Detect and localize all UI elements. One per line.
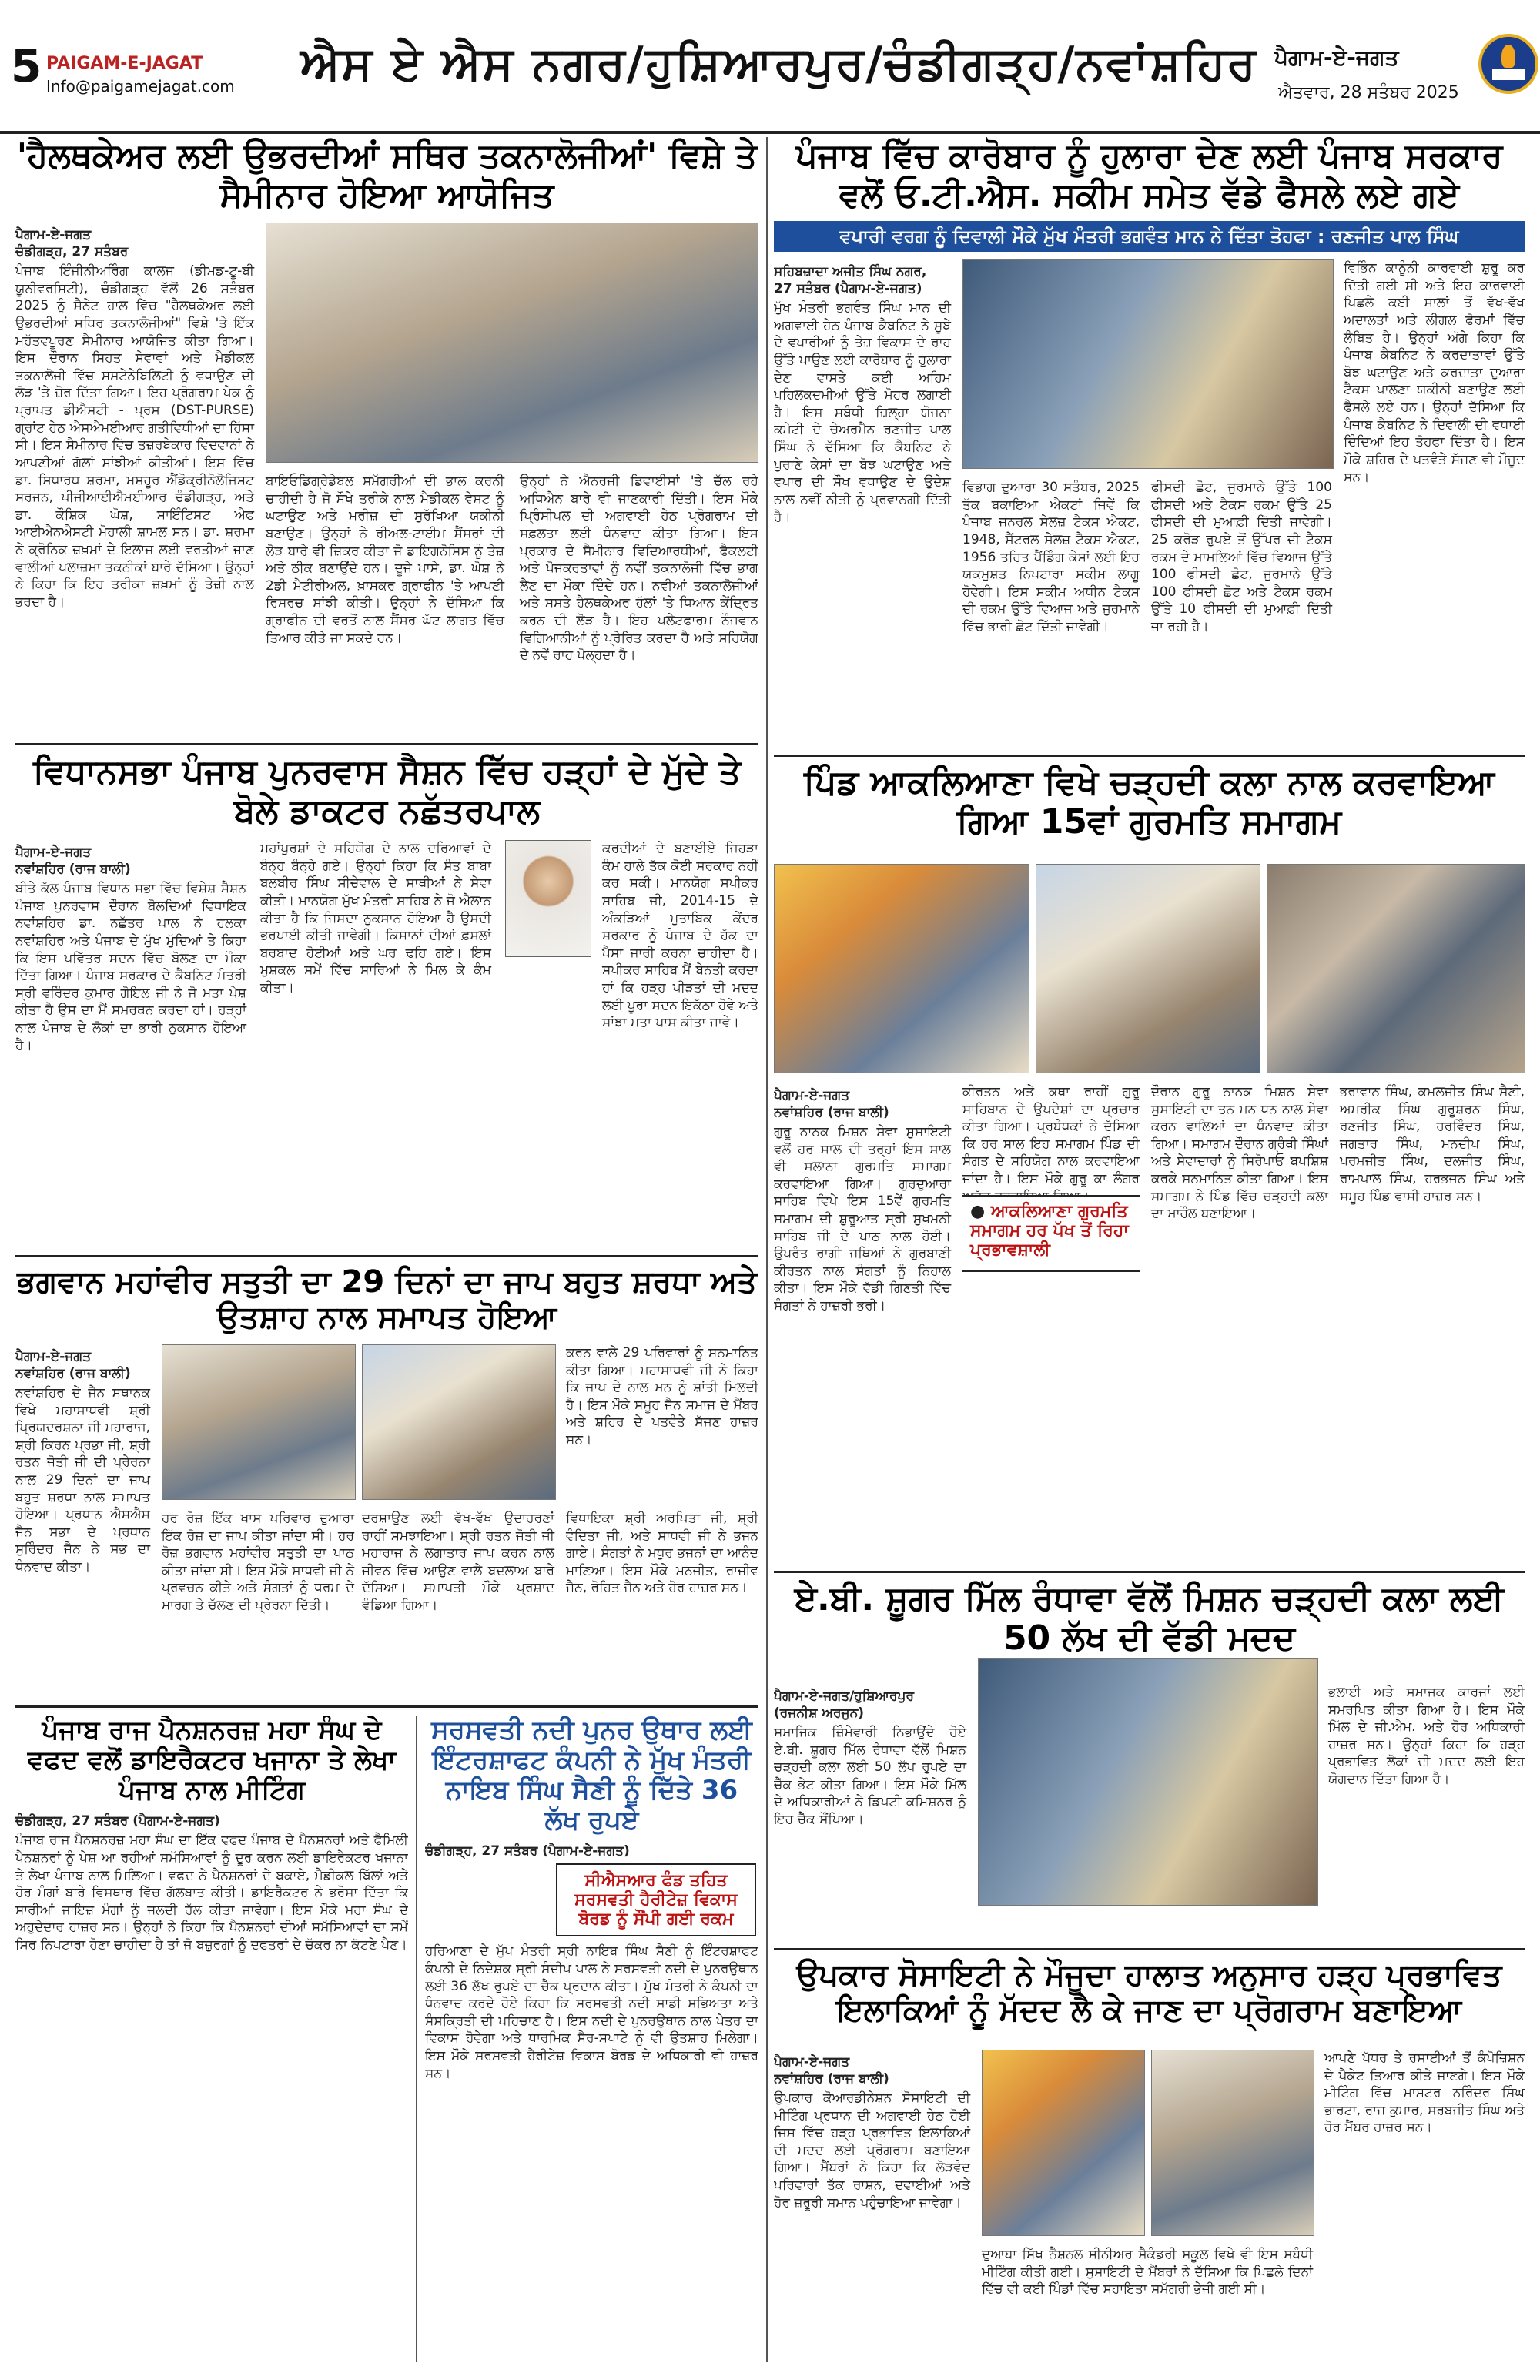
column-divider	[416, 1716, 417, 2362]
jaap-photo-right	[362, 1344, 556, 1500]
byline: ਪੈਗਾਮ-ਏ-ਜਗਤ	[15, 1349, 92, 1364]
article-column: ਹਰ ਰੋਜ਼ ਇੱਕ ਖਾਸ ਪਰਿਵਾਰ ਦੁਆਰਾ ਇੱਕ ਰੋਜ਼ ਦਾ ਜਾਪ ਕੀਤਾ ਜਾਂਦਾ ਸੀ। ਹਰ ਰੋਜ਼ ਭਗਵਾਨ ਮਹਾਂਵੀਰ ਸਤੁਤੀ ਦਾ ਪਾਠ ਕੀਤਾ ਜਾਂਦਾ ਸੀ। ਇਸ ਮੌਕੇ ਸਾਧਵੀ ਜੀ ਨੇ ਪ੍ਰਵਚਨ ਕੀਤੇ ਅਤੇ ਸੰਗਤਾਂ ਨੂੰ ਧਰਮ ਦੇ ਮਾਰਗ ਤੇ ਚੱਲਣ ਦੀ ਪ੍ਰੇਰਨਾ ਦਿੱਤੀ।	[162, 1511, 354, 1614]
article-flood	[15, 753, 758, 1250]
samagam-photo-right	[1267, 864, 1525, 1073]
article-body: ਪੰਜਾਬ ਰਾਜ ਪੈਨਸ਼ਨਰਜ਼ ਮਹਾ ਸੰਘ ਦਾ ਇੱਕ ਵਫਦ ਪੰਜਾਬ ਦੇ ਪੈਨਸ਼ਨਰਾਂ ਅਤੇ ਫੈਮਿਲੀ ਪੈਨਸ਼ਨਰਾਂ ਨੂੰ ਪੇਸ਼ ਆ ਰਹੀਆਂ ਸਮੱਸਿਆਵਾਂ ਨੂੰ ਦੂਰ ਕਰਨ ਲਈ ਡਾਇਰੈਕਟਰ ਖਜਾਨਾ ਤੇ ਲੇਖਾ ਪੰਜਾਬ ਨਾਲ ਮਿਲਿਆ। ਵਫਦ ਨੇ ਪੈਨਸ਼ਨਰਾਂ ਦੇ ਬਕਾਏ, ਮੈਡੀਕਲ ਬਿੱਲਾਂ ਅਤੇ ਹੋਰ ਮੰਗਾਂ ਬਾਰੇ ਵਿਸਥਾਰ ਵਿੱਚ ਗੱਲਬਾਤ ਕੀਤੀ। ਡਾਇਰੈਕਟਰ ਨੇ ਭਰੋਸਾ ਦਿੱਤਾ ਕਿ ਸਾਰੀਆਂ ਜਾਇਜ਼ ਮੰਗਾਂ ਨੂੰ ਜਲਦੀ ਹੱਲ ਕੀਤਾ ਜਾਵੇਗਾ। ਇਸ ਮੌਕੇ ਮਹਾ ਸੰਘ ਦੇ ਅਹੁਦੇਦਾਰ ਹਾਜ਼ਰ ਸਨ। ਉਨ੍ਹਾਂ ਨੇ ਕਿਹਾ ਕਿ ਪੈਨਸ਼ਨਰਾਂ ਦੀਆਂ ਸਮੱਸਿਆਵਾਂ ਦਾ ਸਮੇਂ ਸਿਰ ਨਿਪਟਾਰਾ ਹੋਣਾ ਚਾਹੀਦਾ ਹੈ ਤਾਂ ਜੋ ਬਜ਼ੁਰਗਾਂ ਨੂੰ ਦਫਤਰਾਂ ਦੇ ਚੱਕਰ ਨਾ ਕੱਟਣੇ ਪੈਣ।	[15, 1833, 408, 1953]
article-column: ਕਰਨ ਵਾਲੇ 29 ਪਰਿਵਾਰਾਂ ਨੂੰ ਸਨਮਾਨਿਤ ਕੀਤਾ ਗਿਆ। ਮਹਾਸਾਧਵੀ ਜੀ ਨੇ ਕਿਹਾ ਕਿ ਜਾਪ ਦੇ ਨਾਲ ਮਨ ਨੂੰ ਸ਼ਾਂਤੀ ਮਿਲਦੀ ਹੈ। ਇਸ ਮੌਕੇ ਸਮੂਹ ਜੈਨ ਸਮਾਜ ਦੇ ਮੈਂਬਰ ਅਤੇ ਸ਼ਹਿਰ ਦੇ ਪਤਵੰਤੇ ਸੱਜਣ ਹਾਜ਼ਰ ਸਨ।	[566, 1345, 758, 1448]
article-headline: ਭਗਵਾਨ ਮਹਾਂਵੀਰ ਸਤੁਤੀ ਦਾ 29 ਦਿਨਾਂ ਦਾ ਜਾਪ ਬਹੁਤ ਸ਼ਰਧਾ ਅਤੇ ਉਤਸ਼ਾਹ ਨਾਲ ਸਮਾਪਤ ਹੋਇਆ	[17, 1264, 757, 1335]
article-pensioners	[15, 1716, 408, 2370]
dateline: ਨਵਾਂਸ਼ਹਿਰ (ਰਾਜ ਬਾਲੀ)	[15, 862, 131, 878]
mla-portrait	[505, 840, 591, 957]
dateline: (ਰਜਨੀਸ਼ ਅਰਜੁਨ)	[774, 1705, 865, 1721]
article-subhead: ਵਪਾਰੀ ਵਰਗ ਨੂੰ ਦਿਵਾਲੀ ਮੌਕੇ ਮੁੱਖ ਮੰਤਰੀ ਭਗਵੰਤ ਮਾਨ ਨੇ ਦਿੱਤਾ ਤੋਹਫਾ : ਰਣਜੀਤ ਪਾਲ ਸਿੰਘ	[774, 221, 1525, 252]
dateline: ਨਵਾਂਸ਼ਹਿਰ (ਰਾਜ ਬਾਲੀ)	[774, 1105, 889, 1120]
article-column: ਨਵਾਂਸ਼ਹਿਰ ਦੇ ਜੈਨ ਸਥਾਨਕ ਵਿਖੇ ਮਹਾਸਾਧਵੀ ਸ਼੍ਰੀ ਪ੍ਰਿਯਦਰਸ਼ਨਾ ਜੀ ਮਹਾਰਾਜ, ਸ਼੍ਰੀ ਕਿਰਨ ਪ੍ਰਭਾ ਜੀ, ਸ਼੍ਰੀ ਰਤਨ ਜੋਤੀ ਜੀ ਦੀ ਪ੍ਰੇਰਨਾ ਨਾਲ 29 ਦਿਨਾਂ ਦਾ ਜਾਪ ਬਹੁਤ ਸ਼ਰਧਾ ਨਾਲ ਸਮਾਪਤ ਹੋਇਆ। ਪ੍ਰਧਾਨ ਐਸਐਸ ਜੈਨ ਸਭਾ ਦੇ ਪ੍ਰਧਾਨ ਸੁਰਿੰਦਰ ਜੈਨ ਨੇ ਸਭ ਦਾ ਧੰਨਵਾਦ ਕੀਤਾ।	[15, 1385, 150, 1575]
article-headline: ਸਰਸਵਤੀ ਨਦੀ ਪੁਨਰ ਉਥਾਰ ਲਈ ਇੰਟਰਸ਼ਾਫਟ ਕੰਪਨੀ ਨੇ ਮੁੱਖ ਮੰਤਰੀ ਨਾਇਬ ਸਿੰਘ ਸੈਣੀ ਨੂੰ ਦਿੱਤੇ 36 ਲੱਖ ਰੁਪਏ	[431, 1716, 752, 1836]
article-column: ਦੁਆਬਾ ਸਿੱਖ ਨੈਸ਼ਨਲ ਸੀਨੀਅਰ ਸੈਕੰਡਰੀ ਸਕੂਲ ਵਿਖੇ ਵੀ ਇਸ ਸਬੰਧੀ ਮੀਟਿੰਗ ਕੀਤੀ ਗਈ। ਸੁਸਾਇਟੀ ਦੇ ਮੈਂਬਰਾਂ ਨੇ ਦੱਸਿਆ ਕਿ ਪਿਛਲੇ ਦਿਨਾਂ ਵਿੱਚ ਵੀ ਕਈ ਪਿੰਡਾਂ ਵਿੱਚ ਸਹਾਇਤਾ ਸਮੱਗਰੀ ਭੇਜੀ ਗਈ ਸੀ।	[982, 2247, 1313, 2298]
article-headline: ਵਿਧਾਨਸਭਾ ਪੰਜਾਬ ਪੁਨਰਵਾਸ ਸੈਸ਼ਨ ਵਿੱਚ ਹੜ੍ਹਾਂ ਦੇ ਮੁੱਦੇ ਤੇ ਬੋਲੇ ਡਾਕਟਰ ਨਛੱਤਰਪਾਲ	[33, 753, 741, 831]
article-headline: ਏ.ਬੀ. ਸ਼ੂਗਰ ਮਿੱਲ ਰੰਧਾਵਾ ਵੱਲੋਂ ਮਿਸ਼ਨ ਚੜ੍ਹਦੀ ਕਲਾ ਲਈ 50 ਲੱਖ ਦੀ ਵੱਡੀ ਮਦਦ	[794, 1580, 1505, 1658]
article-healthcare	[15, 137, 758, 738]
page-number: 5	[11, 40, 42, 92]
dateline: ਚੰਡੀਗੜ੍ਹ, 27 ਸਤੰਬਰ	[15, 244, 129, 260]
article-column: ਪੰਜਾਬ ਇੰਜੀਨੀਅਰਿੰਗ ਕਾਲਜ (ਡੀਮਡ-ਟੂ-ਬੀ ਯੂਨੀਵਰਸਿਟੀ), ਚੰਡੀਗੜ੍ਹ ਵੱਲੋਂ 26 ਸਤੰਬਰ 2025 ਨੂੰ ਸੈਨੇਟ ਹਾਲ ਵਿੱਚ "ਹੈਲਥਕੇਅਰ ਲਈ ਉਭਰਦੀਆਂ ਸਥਿਰ ਤਕਨਾਲੋਜੀਆਂ" ਵਿਸ਼ੇ 'ਤੇ ਇੱਕ ਮਹੱਤਵਪੂਰਣ ਸੈਮੀਨਾਰ ਆਯੋਜਿਤ ਕੀਤਾ ਗਿਆ। ਇਸ ਦੌਰਾਨ ਸਿਹਤ ਸੇਵਾਵਾਂ ਅਤੇ ਮੈਡੀਕਲ ਤਕਨਾਲੋਜੀ ਵਿੱਚ ਸਸਟੇਨੇਬਿਲਿਟੀ ਨੂੰ ਵਧਾਉਣ ਦੀ ਲੋੜ 'ਤੇ ਜ਼ੋਰ ਦਿੱਤਾ ਗਿਆ। ਇਹ ਪ੍ਰੋਗਰਾਮ ਪੇਕ ਨੂੰ ਪ੍ਰਾਪਤ ਡੀਐਸਟੀ - ਪ੍ਰਸ (DST-PURSE) ਗ੍ਰਾਂਟ ਹੇਠ ਐਸਐਮਈਆਰ ਗਤੀਵਿਧੀਆਂ ਦਾ ਹਿੱਸਾ ਸੀ। ਇਸ ਸੈਮੀਨਾਰ ਵਿੱਚ ਤਜ਼ਰਬੇਕਾਰ ਵਿਦਵਾਨਾਂ ਨੇ ਆਪਣੀਆਂ ਗੱਲਾਂ ਸਾਂਝੀਆਂ ਕੀਤੀਆਂ। ਇਸ ਵਿੱਚ ਡਾ. ਸਿਧਾਰਥ ਸ਼ਰਮਾ, ਮਸ਼ਹੂਰ ਐਂਡੋਕ੍ਰੀਨੋਲੋਜਿਸਟ ਸਰਜਨ, ਪੀਜੀਆਈਐਮਈਆਰ ਚੰਡੀਗੜ੍ਹ, ਅਤੇ ਡਾ. ਕੌਸ਼ਿਕ ਘੋਸ਼, ਸਾਇੰਟਿਸਟ ਐਫ ਆਈਐਨਐਸਟੀ ਮੋਹਾਲੀ ਸ਼ਾਮਲ ਸਨ। ਡਾ. ਸ਼ਰਮਾ ਨੇ ਕ੍ਰੋਨਿਕ ਜ਼ਖ਼ਮਾਂ ਦੇ ਇਲਾਜ ਲਈ ਵਰਤੀਆਂ ਜਾਣ ਵਾਲੀਆਂ ਪਲਾਜ਼ਮਾ ਤਕਨੀਕਾਂ ਬਾਰੇ ਦੱਸਿਆ। ਉਨ੍ਹਾਂ ਨੇ ਕਿਹਾ ਕਿ ਇਹ ਤਰੀਕਾ ਜ਼ਖ਼ਮਾਂ ਨੂੰ ਤੇਜ਼ੀ ਨਾਲ ਭਰਦਾ ਹੈ।	[15, 263, 254, 610]
cheque-handover-photo	[978, 1658, 1318, 1906]
article-column: ਦਰਸ਼ਾਉਣ ਲਈ ਵੱਖ-ਵੱਖ ਉਦਾਹਰਣਾਂ ਰਾਹੀਂ ਸਮਝਾਇਆ। ਸ਼੍ਰੀ ਰਤਨ ਜੋਤੀ ਜੀ ਮਹਾਰਾਜ ਨੇ ਲਗਾਤਾਰ ਜਾਪ ਕਰਨ ਨਾਲ ਜੀਵਨ ਵਿੱਚ ਆਉਣ ਵਾਲੇ ਬਦਲਾਅ ਬਾਰੇ ਦੱਸਿਆ। ਸਮਾਪਤੀ ਮੌਕੇ ਪ੍ਰਸ਼ਾਦ ਵੰਡਿਆ ਗਿਆ।	[362, 1511, 554, 1614]
article-headline: 'ਹੈਲਥਕੇਅਰ ਲਈ ਉਭਰਦੀਆਂ ਸਥਿਰ ਤਕਨਾਲੋਜੀਆਂ' ਵਿਸ਼ੇ ਤੇ ਸੈਮੀਨਾਰ ਹੋਇਆ ਆਯੋਜਿਤ	[16, 137, 758, 215]
dateline: ਨਵਾਂਸ਼ਹਿਰ (ਰਾਜ ਬਾਲੀ)	[15, 1366, 131, 1381]
seminar-photo	[266, 223, 758, 463]
article-headline: ਉਪਕਾਰ ਸੋਸਾਇਟੀ ਨੇ ਮੌਜੂਦਾ ਹਾਲਾਤ ਅਨੁਸਾਰ ਹੜ੍ਹ ਪ੍ਰਭਾਵਿਤ ਇਲਾਕਿਆਂ ਨੂੰ ਮੱਦਦ ਲੈ ਕੇ ਜਾਣ ਦਾ ਪ੍ਰੋਗਰਾਮ ਬਣਾਇਆ	[796, 1957, 1502, 2028]
article-column: ਸਮਾਜਿਕ ਜ਼ਿੰਮੇਵਾਰੀ ਨਿਭਾਉਂਦੇ ਹੋਏ ਏ.ਬੀ. ਸ਼ੂਗਰ ਮਿੱਲ ਰੰਧਾਵਾ ਵੱਲੋਂ ਮਿਸ਼ਨ ਚੜ੍ਹਦੀ ਕਲਾ ਲਈ 50 ਲੱਖ ਰੁਪਏ ਦਾ ਚੈੱਕ ਭੇਟ ਕੀਤਾ ਗਿਆ। ਇਸ ਮੌਕੇ ਮਿੱਲ ਦੇ ਅਧਿਕਾਰੀਆਂ ਨੇ ਡਿਪਟੀ ਕਮਿਸ਼ਨਰ ਨੂੰ ਇਹ ਚੈੱਕ ਸੌਂਪਿਆ।	[774, 1725, 966, 1828]
section-divider	[774, 755, 1525, 757]
article-headline: ਪਿੰਡ ਆਕਲਿਆਣਾ ਵਿਖੇ ਚੜ੍ਹਦੀ ਕਲਾ ਨਾਲ ਕਰਵਾਇਆ ਗਿਆ 15ਵਾਂ ਗੁਰਮਤਿ ਸਮਾਗਮ	[803, 764, 1495, 842]
article-gurmat	[774, 764, 1525, 1565]
dateline: 27 ਸਤੰਬਰ (ਪੈਗਾਮ-ਏ-ਜਗਤ)	[774, 281, 922, 297]
column-divider	[766, 137, 768, 2362]
brand-name: PAIGAM-E-JAGAT	[46, 54, 203, 73]
section-divider	[15, 1705, 758, 1708]
article-headline: ਪੰਜਾਬ ਵਿੱਚ ਕਾਰੋਬਾਰ ਨੂੰ ਹੁਲਾਰਾ ਦੇਣ ਲਈ ਪੰਜਾਬ ਸਰਕਾਰ ਵਲੋਂ ਓ.ਟੀ.ਐਸ. ਸਕੀਮ ਸਮੇਤ ਵੱਡੇ ਫੈਸਲੇ ਲਏ ਗਏ	[795, 137, 1503, 215]
section-title: ਐਸ ਏ ਐਸ ਨਗਰ/ਹੁਸ਼ਿਆਰਪੁਰ/ਚੰਡੀਗੜ੍ਹ/ਨਵਾਂਸ਼ਹਿਰ	[300, 37, 1257, 91]
byline: ਪੈਗਾਮ-ਏ-ਜਗਤ/ਹੁਸ਼ਿਆਰਪੁਰ	[774, 1689, 915, 1704]
issue-date: ਐਤਵਾਰ, 28 ਸਤੰਬਰ 2025	[1278, 83, 1459, 102]
article-body: ਹਰਿਆਣਾ ਦੇ ਮੁੱਖ ਮੰਤਰੀ ਸ੍ਰੀ ਨਾਇਬ ਸਿੰਘ ਸੈਣੀ ਨੂੰ ਇੰਟਰਸ਼ਾਫਟ ਕੰਪਨੀ ਦੇ ਨਿਦੇਸ਼ਕ ਸ੍ਰੀ ਸੰਦੀਪ ਪਾਲ ਨੇ ਸਰਸਵਤੀ ਨਦੀ ਦੇ ਪੁਨਰਉਥਾਨ ਲਈ 36 ਲੱਖ ਰੁਪਏ ਦਾ ਚੈੱਕ ਪ੍ਰਦਾਨ ਕੀਤਾ। ਮੁੱਖ ਮੰਤਰੀ ਨੇ ਕੰਪਨੀ ਦਾ ਧੰਨਵਾਦ ਕਰਦੇ ਹੋਏ ਕਿਹਾ ਕਿ ਸਰਸਵਤੀ ਨਦੀ ਸਾਡੀ ਸਭਿਅਤਾ ਅਤੇ ਸੰਸਕ੍ਰਿਤੀ ਦੀ ਪਹਿਚਾਣ ਹੈ। ਇਸ ਨਦੀ ਦੇ ਪੁਨਰਉਥਾਨ ਨਾਲ ਖੇਤਰ ਦਾ ਵਿਕਾਸ ਹੋਵੇਗਾ ਅਤੇ ਧਾਰਮਿਕ ਸੈਰ-ਸਪਾਟੇ ਨੂੰ ਵੀ ਉਤਸ਼ਾਹ ਮਿਲੇਗਾ। ਇਸ ਮੌਕੇ ਸਰਸਵਤੀ ਹੈਰੀਟੇਜ਼ ਵਿਕਾਸ ਬੋਰਡ ਦੇ ਅਧਿਕਾਰੀ ਵੀ ਹਾਜ਼ਰ ਸਨ।	[425, 1943, 758, 2081]
section-divider	[15, 743, 758, 745]
article-column: ਦੌਰਾਨ ਗੁਰੂ ਨਾਨਕ ਮਿਸ਼ਨ ਸੇਵਾ ਸੁਸਾਇਟੀ ਦਾ ਤਨ ਮਨ ਧਨ ਨਾਲ ਸੇਵਾ ਕਰਨ ਵਾਲਿਆਂ ਦਾ ਧੰਨਵਾਦ ਕੀਤਾ ਗਿਆ। ਸਮਾਗਮ ਦੌਰਾਨ ਗ੍ਰੰਥੀ ਸਿੰਘਾਂ ਅਤੇ ਸੇਵਾਦਾਰਾਂ ਨੂੰ ਸਿਰੋਪਾਓ ਬਖਸ਼ਿਸ਼ ਕਰਕੇ ਸਨਮਾਨਿਤ ਕੀਤਾ ਗਿਆ। ਇਸ ਸਮਾਗਮ ਨੇ ਪਿੰਡ ਵਿੱਚ ਚੜ੍ਹਦੀ ਕਲਾ ਦਾ ਮਾਹੌਲ ਬਣਾਇਆ।	[1151, 1084, 1328, 1222]
logo-name: ਪੈਗਾਮ-ਏ-ਜਗਤ	[1274, 45, 1399, 70]
article-column: ਮਹਾਂਪੁਰਸ਼ਾਂ ਦੇ ਸਹਿਯੋਗ ਦੇ ਨਾਲ ਦਰਿਆਵਾਂ ਦੇ ਬੰਨ੍ਹ ਬੰਨ੍ਹੇ ਗਏ। ਉਨ੍ਹਾਂ ਕਿਹਾ ਕਿ ਸੰਤ ਬਾਬਾ ਬਲਬੀਰ ਸਿੰਘ ਸੀਚੇਵਾਲ ਦੇ ਸਾਥੀਆਂ ਨੇ ਸੇਵਾ ਕੀਤੀ। ਮਾਨਯੋਗ ਮੁੱਖ ਮੰਤਰੀ ਸਾਹਿਬ ਨੇ ਜੋ ਐਲਾਨ ਕੀਤਾ ਹੈ ਕਿ ਜਿਸਦਾ ਨੁਕਸਾਨ ਹੋਇਆ ਹੈ ਉਸਦੀ ਭਰਪਾਈ ਕੀਤੀ ਜਾਵੇਗੀ। ਕਿਸਾਨਾਂ ਦੀਆਂ ਫ਼ਸਲਾਂ ਬਰਬਾਦ ਹੋਈਆਂ ਅਤੇ ਘਰ ਢਹਿ ਗਏ। ਇਸ ਮੁਸ਼ਕਲ ਸਮੇਂ ਵਿੱਚ ਸਾਰਿਆਂ ਨੇ ਮਿਲ ਕੇ ਕੰਮ ਕੀਤਾ।	[260, 841, 491, 996]
byline: ਪੈਗਾਮ-ਏ-ਜਗਤ	[774, 2054, 850, 2070]
section-divider	[774, 1948, 1525, 1950]
highlight-box: ● ਆਕਲਿਆਣਾ ਗੁਰਮਤਿ ਸਮਾਗਮ ਹਰ ਪੱਖ ਤੋਂ ਰਿਹਾ ਪ੍ਰਭਾਵਸ਼ਾਲੀ	[962, 1195, 1140, 1272]
section-divider	[15, 1255, 758, 1257]
cabinet-meeting-photo	[962, 259, 1334, 469]
article-business	[774, 137, 1525, 749]
article-upkar	[774, 1957, 1525, 2373]
dateline: ਨਵਾਂਸ਼ਹਿਰ (ਰਾਜ ਬਾਲੀ)	[774, 2071, 889, 2087]
society-photo-left	[982, 2050, 1145, 2236]
article-column: ਕੀਰਤਨ ਅਤੇ ਕਥਾ ਰਾਹੀਂ ਗੁਰੂ ਸਾਹਿਬਾਨ ਦੇ ਉਪਦੇਸ਼ਾਂ ਦਾ ਪ੍ਰਚਾਰ ਕੀਤਾ ਗਿਆ। ਪ੍ਰਬੰਧਕਾਂ ਨੇ ਦੱਸਿਆ ਕਿ ਹਰ ਸਾਲ ਇਹ ਸਮਾਗਮ ਪਿੰਡ ਦੀ ਸੰਗਤ ਦੇ ਸਹਿਯੋਗ ਨਾਲ ਕਰਵਾਇਆ ਜਾਂਦਾ ਹੈ। ਇਸ ਮੌਕੇ ਗੁਰੂ ਕਾ ਲੰਗਰ	[962, 1084, 1140, 1187]
masthead	[0, 0, 1540, 134]
article-column: ਭਰਾਵਾਨ ਸਿੰਘ, ਕਮਲਜੀਤ ਸਿੰਘ ਸੈਣੀ, ਅਮਰੀਕ ਸਿੰਘ ਗੁਰੂਸ਼ਰਨ ਸਿੰਘ, ਰਣਜੀਤ ਸਿੰਘ, ਹਰਵਿੰਦਰ ਸਿੰਘ, ਜਗਤਾਰ ਸਿੰਘ, ਮਨਦੀਪ ਸਿੰਘ, ਪਰਮਜੀਤ ਸਿੰਘ, ਦਲਜੀਤ ਸਿੰਘ, ਰਾਮਪਾਲ ਸਿੰਘ, ਹਰਭਜਨ ਸਿੰਘ ਅਤੇ ਸਮੂਹ ਪਿੰਡ ਵਾਸੀ ਹਾਜ਼ਰ ਸਨ।	[1340, 1084, 1525, 1204]
article-headline: ਪੰਜਾਬ ਰਾਜ ਪੈਨਸ਼ਨਰਜ਼ ਮਹਾ ਸੰਘ ਦੇ ਵਫਦ ਵਲੋਂ ਡਾਇਰੈਕਟਰ ਖਜਾਨਾ ਤੇ ਲੇਖਾ ਪੰਜਾਬ ਨਾਲ ਮੀਟਿੰਗ	[27, 1716, 397, 1806]
article-column: ਉਨ੍ਹਾਂ ਨੇ ਐਨਰਜੀ ਡਿਵਾਈਸਾਂ 'ਤੇ ਚੱਲ ਰਹੇ ਅਧਿਐਨ ਬਾਰੇ ਵੀ ਜਾਣਕਾਰੀ ਦਿੱਤੀ। ਇਸ ਮੌਕੇ ਪ੍ਰਿੰਸੀਪਲ ਦੀ ਅਗਵਾਈ ਹੇਠ ਪ੍ਰੋਗਰਾਮ ਦੀ ਸਫ਼ਲਤਾ ਲਈ ਧੰਨਵਾਦ ਕੀਤਾ ਗਿਆ। ਇਸ ਪ੍ਰਕਾਰ ਦੇ ਸੈਮੀਨਾਰ ਵਿਦਿਆਰਥੀਆਂ, ਫੈਕਲਟੀ ਅਤੇ ਖੋਜਕਰਤਾਵਾਂ ਨੂੰ ਨਵੀਂ ਤਕਨਾਲੋਜੀ ਵਿੱਚ ਭਾਗ ਲੈਣ ਦਾ ਮੌਕਾ ਦਿੰਦੇ ਹਨ। ਨਵੀਆਂ ਤਕਨਾਲੋਜੀਆਂ ਅਤੇ ਸਸਤੇ ਹੈਲਥਕੇਅਰ ਹੱਲਾਂ 'ਤੇ ਧਿਆਨ ਕੇਂਦ੍ਰਿਤ ਕਰਨ ਦੀ ਲੋੜ ਹੈ। ਇਹ ਪਲੇਟਫਾਰਮ ਨੌਜਵਾਨ ਵਿਗਿਆਨੀਆਂ ਨੂੰ ਪ੍ਰੇਰਿਤ ਕਰਦਾ ਹੈ ਅਤੇ ਸਹਿਯੋਗ ਦੇ ਨਵੇਂ ਰਾਹ ਖੋਲ੍ਹਦਾ ਹੈ।	[520, 474, 758, 664]
article-column: ਬਾਇਓਡਿਗ੍ਰੇਡੇਬਲ ਸਮੱਗਰੀਆਂ ਦੀ ਭਾਲ ਕਰਨੀ ਚਾਹੀਦੀ ਹੈ ਜੋ ਸੌਖੇ ਤਰੀਕੇ ਨਾਲ ਮੈਡੀਕਲ ਵੇਸਟ ਨੂੰ ਘਟਾਉਣ ਅਤੇ ਮਰੀਜ਼ ਦੀ ਸੁਰੱਖਿਆ ਯਕੀਨੀ ਬਣਾਉਣ। ਉਨ੍ਹਾਂ ਨੇ ਰੀਅਲ-ਟਾਈਮ ਸੈਂਸਰਾਂ ਦੀ ਲੋੜ ਬਾਰੇ ਵੀ ਜ਼ਿਕਰ ਕੀਤਾ ਜੋ ਡਾਇਗਨੋਸਿਸ ਨੂੰ ਤੇਜ਼ ਅਤੇ ਠੀਕ ਬਣਾਉਂਦੇ ਹਨ। ਦੂਜੇ ਪਾਸੇ, ਡਾ. ਘੋਸ਼ ਨੇ 2ਡੀ ਮੈਟੀਰੀਅਲ, ਖ਼ਾਸਕਰ ਗ੍ਰਾਫੀਨ 'ਤੇ ਆਪਣੀ ਰਿਸਰਚ ਸਾਂਝੀ ਕੀਤੀ। ਉਨ੍ਹਾਂ ਨੇ ਦੱਸਿਆ ਕਿ ਗ੍ਰਾਫੀਨ ਦੀ ਵਰਤੋਂ ਨਾਲ ਸੈਂਸਰ ਘੱਟ ਲਾਗਤ ਵਿੱਚ ਤਿਆਰ ਕੀਤੇ ਜਾ ਸਕਦੇ ਹਨ।	[266, 474, 504, 646]
article-column: ਕਰਦੀਆਂ ਦੇ ਬਣਾਈਏ ਜਿਹੜਾ ਕੰਮ ਹਾਲੇ ਤੱਕ ਕੋਈ ਸਰਕਾਰ ਨਹੀਂ ਕਰ ਸਕੀ। ਮਾਨਯੋਗ ਸਪੀਕਰ ਸਾਹਿਬ ਜੀ, 2014-15 ਦੇ ਅੰਕੜਿਆਂ ਮੁਤਾਬਿਕ ਕੇਂਦਰ ਸਰਕਾਰ ਨੂੰ ਪੰਜਾਬ ਦੇ ਹੱਕ ਦਾ ਪੈਸਾ ਜਾਰੀ ਕਰਨਾ ਚਾਹੀਦਾ ਹੈ। ਸਪੀਕਰ ਸਾਹਿਬ ਮੈਂ ਬੇਨਤੀ ਕਰਦਾ ਹਾਂ ਕਿ ਹੜ੍ਹ ਪੀੜਤਾਂ ਦੀ ਮਦਦ ਲਈ ਪੂਰਾ ਸਦਨ ਇਕੱਠਾ ਹੋਵੇ ਅਤੇ ਸਾਂਝਾ ਮਤਾ ਪਾਸ ਕੀਤਾ ਜਾਵੇ।	[602, 841, 758, 1031]
article-sugar-mill	[774, 1580, 1525, 1942]
torch-logo-icon	[1478, 34, 1538, 94]
article-mahavir	[15, 1264, 758, 1699]
samagam-photo-left	[774, 864, 1029, 1073]
jaap-photo-left	[162, 1344, 356, 1500]
article-column: ਫੀਸਦੀ ਛੋਟ, ਜੁਰਮਾਨੇ ਉੱਤੇ 100 ਫੀਸਦੀ ਅਤੇ ਟੈਕਸ ਰਕਮ ਉੱਤੇ 25 ਫੀਸਦੀ ਦੀ ਮੁਆਫ਼ੀ ਦਿੱਤੀ ਜਾਵੇਗੀ। 25 ਕਰੋੜ ਰੁਪਏ ਤੋਂ ਉੱਪਰ ਦੀ ਟੈਕਸ ਰਕਮ ਦੇ ਮਾਮਲਿਆਂ ਵਿੱਚ ਵਿਆਜ ਉੱਤੇ 100 ਫੀਸਦੀ ਛੋਟ, ਜੁਰਮਾਨੇ ਉੱਤੇ 100 ਫੀਸਦੀ ਛੋਟ ਅਤੇ ਟੈਕਸ ਰਕਮ ਉੱਤੇ 10 ਫੀਸਦੀ ਦੀ ਮੁਆਫ਼ੀ ਦਿੱਤੀ ਜਾ ਰਹੀ ਹੈ।	[1151, 480, 1332, 635]
article-column: ਵਿਭਿੰਨ ਕਾਨੂੰਨੀ ਕਾਰਵਾਈ ਸ਼ੁਰੂ ਕਰ ਦਿੱਤੀ ਗਈ ਸੀ ਅਤੇ ਇਹ ਕਾਰਵਾਈ ਪਿਛਲੇ ਕਈ ਸਾਲਾਂ ਤੋਂ ਵੱਖ-ਵੱਖ ਅਦਾਲਤਾਂ ਅਤੇ ਲੀਗਲ ਫੋਰਮਾਂ ਵਿੱਚ ਲੰਬਿਤ ਹੈ। ਉਨ੍ਹਾਂ ਅੱਗੇ ਕਿਹਾ ਕਿ ਪੰਜਾਬ ਕੈਬਨਿਟ ਨੇ ਕਰਦਾਤਾਵਾਂ ਉੱਤੇ ਬੋਝ ਘਟਾਉਣ ਅਤੇ ਕਰਦਾਤਾ ਦੁਆਰਾ ਟੈਕਸ ਪਾਲਣਾ ਯਕੀਨੀ ਬਣਾਉਣ ਲਈ ਫੈਸਲੇ ਲਏ ਹਨ। ਉਨ੍ਹਾਂ ਦੱਸਿਆ ਕਿ ਪੰਜਾਬ ਕੈਬਨਿਟ ਨੇ ਦਿਵਾਲੀ ਦੀ ਵਧਾਈ ਦਿੰਦਿਆਂ ਇਹ ਤੋਹਫਾ ਦਿੱਤਾ ਹੈ। ਇਸ ਮੌਕੇ ਸ਼ਹਿਰ ਦੇ ਪਤਵੰਤੇ ਸੱਜਣ ਵੀ ਮੌਜੂਦ ਸਨ।	[1344, 260, 1525, 485]
byline: ਪੈਗਾਮ-ਏ-ਜਗਤ	[15, 845, 92, 861]
article-column: ਵਿਧਾਇਕਾ ਸ਼੍ਰੀ ਅਰਪਿਤਾ ਜੀ, ਸ਼੍ਰੀ ਵੰਦਿਤਾ ਜੀ, ਅਤੇ ਸਾਧਵੀ ਜੀ ਨੇ ਭਜਨ ਗਾਏ। ਸੰਗਤਾਂ ਨੇ ਮਧੁਰ ਭਜਨਾਂ ਦਾ ਆਨੰਦ ਮਾਣਿਆ। ਇਸ ਮੌਕੇ ਮਨਜੀਤ, ਰਾਜੀਵ ਜੈਨ, ਰੋਹਿਤ ਜੈਨ ਅਤੇ ਹੋਰ ਹਾਜ਼ਰ ਸਨ।	[566, 1511, 758, 1596]
article-column: ਭਲਾਈ ਅਤੇ ਸਮਾਜਕ ਕਾਰਜਾਂ ਲਈ ਸਮਰਪਿਤ ਕੀਤਾ ਗਿਆ ਹੈ। ਇਸ ਮੌਕੇ ਮਿੱਲ ਦੇ ਜੀ.ਐਮ. ਅਤੇ ਹੋਰ ਅਧਿਕਾਰੀ ਹਾਜ਼ਰ ਸਨ। ਉਨ੍ਹਾਂ ਕਿਹਾ ਕਿ ਹੜ੍ਹ ਪ੍ਰਭਾਵਿਤ ਲੋਕਾਂ ਦੀ ਮਦਦ ਲਈ ਇਹ ਯੋਗਦਾਨ ਦਿੱਤਾ ਗਿਆ ਹੈ।	[1328, 1685, 1525, 1788]
byline: ਪੈਗਾਮ-ਏ-ਜਗਤ	[15, 227, 92, 243]
byline: ਸਹਿਬਜ਼ਾਦਾ ਅਜੀਤ ਸਿੰਘ ਨਗਰ,	[774, 264, 927, 280]
article-column: ਗੁਰੂ ਨਾਨਕ ਮਿਸ਼ਨ ਸੇਵਾ ਸੁਸਾਇਟੀ ਵਲੋਂ ਹਰ ਸਾਲ ਦੀ ਤਰ੍ਹਾਂ ਇਸ ਸਾਲ ਵੀ ਸਲਾਨਾ ਗੁਰਮਤਿ ਸਮਾਗਮ ਕਰਵਾਇਆ ਗਿਆ। ਗੁਰਦੁਆਰਾ ਸਾਹਿਬ ਵਿਖੇ ਇਸ 15ਵੇਂ ਗੁਰਮਤਿ ਸਮਾਗਮ ਦੀ ਸ਼ੁਰੂਆਤ ਸ੍ਰੀ ਸੁਖਮਨੀ ਸਾਹਿਬ ਜੀ ਦੇ ਪਾਠ ਨਾਲ ਹੋਈ। ਉਪਰੰਤ ਰਾਗੀ ਜਥਿਆਂ ਨੇ ਗੁਰਬਾਣੀ ਕੀਰਤਨ ਨਾਲ ਸੰਗਤਾਂ ਨੂੰ ਨਿਹਾਲ ਕੀਤਾ। ਇਸ ਮੌਕੇ ਵੱਡੀ ਗਿਣਤੀ ਵਿੱਚ ਸੰਗਤਾਂ ਨੇ ਹਾਜ਼ਰੀ ਭਰੀ।	[774, 1124, 951, 1314]
dateline: ਚੰਡੀਗੜ੍ਹ, 27 ਸਤੰਬਰ (ਪੈਗਾਮ-ਏ-ਜਗਤ)	[425, 1843, 630, 1859]
email-link[interactable]: Info@paigamejagat.com	[46, 77, 235, 95]
article-column: ਮੁੱਖ ਮੰਤਰੀ ਭਗਵੰਤ ਸਿੰਘ ਮਾਨ ਦੀ ਅਗਵਾਈ ਹੇਠ ਪੰਜਾਬ ਕੈਬਨਿਟ ਨੇ ਸੂਬੇ ਦੇ ਵਪਾਰੀਆਂ ਨੂੰ ਤੇਜ਼ ਵਿਕਾਸ ਦੇ ਰਾਹ ਉੱਤੇ ਪਾਉਣ ਲਈ ਕਾਰੋਬਾਰ ਨੂੰ ਹੁਲਾਰਾ ਦੇਣ ਵਾਸਤੇ ਕਈ ਅਹਿਮ ਪਹਿਲਕਦਮੀਆਂ ਉੱਤੇ ਮੋਹਰ ਲਗਾਈ ਹੈ। ਇਸ ਸਬੰਧੀ ਜ਼ਿਲ੍ਹਾ ਯੋਜਨਾ ਕਮੇਟੀ ਦੇ ਚੇਅਰਮੈਨ ਰਣਜੀਤ ਪਾਲ ਸਿੰਘ ਨੇ ਦੱਸਿਆ ਕਿ ਕੈਬਨਿਟ ਨੇ ਪੁਰਾਣੇ ਕੇਸਾਂ ਦਾ ਬੋਝ ਘਟਾਉਣ ਅਤੇ ਵਪਾਰ ਦੀ ਸੌਖ ਵਧਾਉਣ ਦੇ ਉਦੇਸ਼ ਨਾਲ ਨਵੀਂ ਨੀਤੀ ਨੂੰ ਪ੍ਰਵਾਨਗੀ ਦਿੱਤੀ ਹੈ।	[774, 300, 951, 525]
byline: ਪੈਗਾਮ-ਏ-ਜਗਤ	[774, 1088, 850, 1103]
dateline: ਚੰਡੀਗੜ੍ਹ, 27 ਸਤੰਬਰ (ਪੈਗਾਮ-ਏ-ਜਗਤ)	[15, 1813, 220, 1829]
society-photo-right	[1151, 2050, 1314, 2236]
samagam-photo-center	[1036, 864, 1260, 1073]
section-divider	[774, 1571, 1525, 1573]
article-saraswati	[425, 1716, 758, 2370]
article-column: ਆਪਣੇ ਪੱਧਰ ਤੇ ਰਸਾਈਆਂ ਤੋਂ ਕੰਪੋਜ਼ਿਸ਼ਨ ਦੇ ਪੈਕੇਟ ਤਿਆਰ ਕੀਤੇ ਜਾਣਗੇ। ਇਸ ਮੌਕੇ ਮੀਟਿੰਗ ਵਿੱਚ ਮਾਸਟਰ ਨਰਿੰਦਰ ਸਿੰਘ ਭਾਰਟਾ, ਰਾਜ ਕੁਮਾਰ, ਸਰਬਜੀਤ ਸਿੰਘ ਅਤੇ ਹੋਰ ਮੈਂਬਰ ਹਾਜ਼ਰ ਸਨ।	[1324, 2050, 1525, 2136]
highlight-box: ਸੀਐਸਆਰ ਫੰਡ ਤਹਿਤ ਸਰਸਵਤੀ ਹੈਰੀਟੇਜ਼ ਵਿਕਾਸ ਬੋਰਡ ਨੂੰ ਸੌਂਪੀ ਗਈ ਰਕਮ	[556, 1863, 756, 1936]
article-column: ਉਪਕਾਰ ਕੋਆਰਡੀਨੇਸ਼ਨ ਸੋਸਾਇਟੀ ਦੀ ਮੀਟਿੰਗ ਪ੍ਰਧਾਨ ਦੀ ਅਗਵਾਈ ਹੇਠ ਹੋਈ ਜਿਸ ਵਿੱਚ ਹੜ੍ਹ ਪ੍ਰਭਾਵਿਤ ਇਲਾਕਿਆਂ ਦੀ ਮਦਦ ਲਈ ਪ੍ਰੋਗਰਾਮ ਬਣਾਇਆ ਗਿਆ। ਮੈਂਬਰਾਂ ਨੇ ਕਿਹਾ ਕਿ ਲੋੜਵੰਦ ਪਰਿਵਾਰਾਂ ਤੱਕ ਰਾਸ਼ਨ, ਦਵਾਈਆਂ ਅਤੇ ਹੋਰ ਜ਼ਰੂਰੀ ਸਮਾਨ ਪਹੁੰਚਾਇਆ ਜਾਵੇਗਾ।	[774, 2090, 970, 2211]
article-column: ਵਿਭਾਗ ਦੁਆਰਾ 30 ਸਤੰਬਰ, 2025 ਤੱਕ ਬਕਾਇਆ ਐਕਟਾਂ ਜਿਵੇਂ ਕਿ ਪੰਜਾਬ ਜਨਰਲ ਸੇਲਜ਼ ਟੈਕਸ ਐਕਟ, 1948, ਸੈਂਟਰਲ ਸੇਲਜ਼ ਟੈਕਸ ਐਕਟ, 1956 ਤਹਿਤ ਪੈਂਡਿੰਗ ਕੇਸਾਂ ਲਈ ਇਹ ਯਕਮੁਸ਼ਤ ਨਿਪਟਾਰਾ ਸਕੀਮ ਲਾਗੂ ਹੋਵੇਗੀ। ਇਸ ਸਕੀਮ ਅਧੀਨ ਟੈਕਸ ਦੀ ਰਕਮ ਉੱਤੇ ਵਿਆਜ ਅਤੇ ਜੁਰਮਾਨੇ ਵਿੱਚ ਭਾਰੀ ਛੋਟ ਦਿੱਤੀ ਜਾਵੇਗੀ।	[962, 480, 1140, 635]
article-column: ਬੀਤੇ ਕੱਲ ਪੰਜਾਬ ਵਿਧਾਨ ਸਭਾ ਵਿੱਚ ਵਿਸ਼ੇਸ਼ ਸੈਸ਼ਨ ਪੰਜਾਬ ਪੁਨਰਵਾਸ ਦੌਰਾਨ ਬੋਲਦਿਆਂ ਵਿਧਾਇਕ ਨਵਾਂਸ਼ਹਿਰ ਡਾ. ਨਛੱਤਰ ਪਾਲ ਨੇ ਹਲਕਾ ਨਵਾਂਸ਼ਹਿਰ ਅਤੇ ਪੰਜਾਬ ਦੇ ਮੁੱਖ ਮੁੱਦਿਆਂ ਤੇ ਕਿਹਾ ਕਿ ਇਸ ਪਵਿੱਤਰ ਸਦਨ ਵਿੱਚ ਬੋਲਣ ਦਾ ਮੌਕਾ ਦਿੱਤਾ ਗਿਆ। ਪੰਜਾਬ ਸਰਕਾਰ ਦੇ ਕੈਬਨਿਟ ਮੰਤਰੀ ਸ੍ਰੀ ਵਰਿੰਦਰ ਕੁਮਾਰ ਗੋਇਲ ਜੀ ਨੇ ਜੋ ਮਤਾ ਪੇਸ਼ ਕੀਤਾ ਹੈ ਉਸ ਦਾ ਮੈਂ ਸਮਰਥਨ ਕਰਦਾ ਹਾਂ। ਹੜ੍ਹਾਂ ਨਾਲ ਪੰਜਾਬ ਦੇ ਲੋਕਾਂ ਦਾ ਭਾਰੀ ਨੁਕਸਾਨ ਹੋਇਆ ਹੈ।	[15, 881, 246, 1053]
